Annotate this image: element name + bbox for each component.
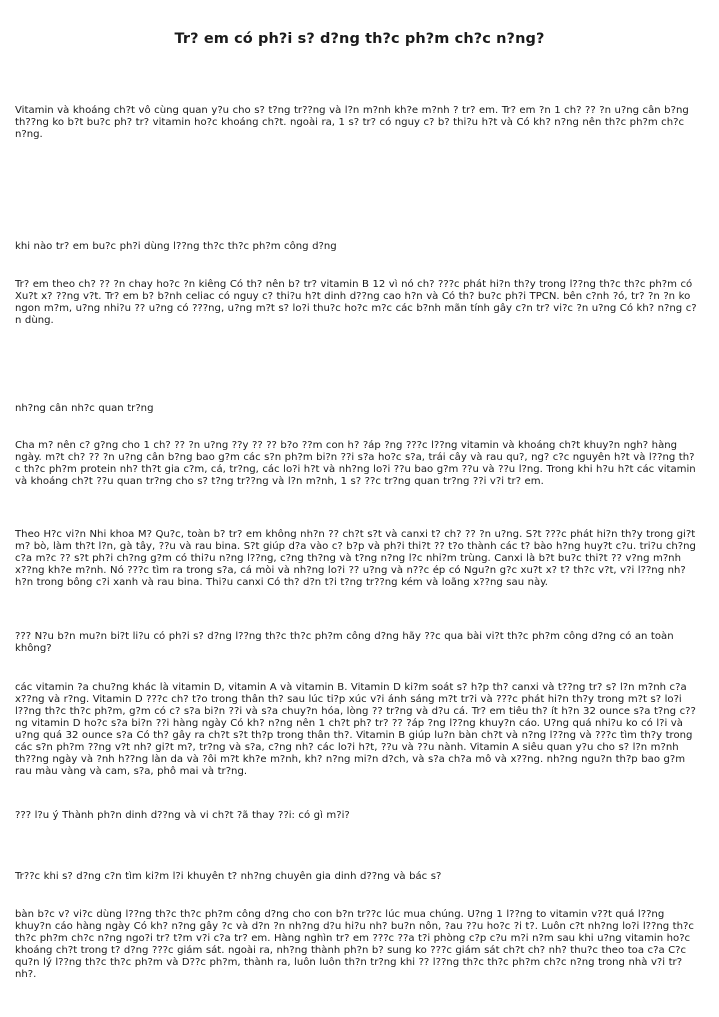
paragraph-nutrition-changes: ??? l?u ý Thành ph?n dinh d??ng và vi ch?t ?ã thay ??i: có gì m?i?	[15, 810, 350, 821]
paragraph-vitamins-dab: các vitamin ?a chu?ng khác là vitamin D, vitamin A và vitamin B. Vitamin D ki?m soát s? h?p th? canxi và t??ng tr? s? l?n m?nh c?a x??ng và r?ng. Vitamin D ???c ch? t?o trong thân th? sau lúc ti?p xúc v?i ánh sáng m?t tr?i và ???c phát hi?n th?y trong m?t s? lo?i l??ng th?c th?c ph?m, g?m có c? s?a bi?n ??i và s?a chuy?n hóa, lòng ?? tr?ng và d?u cá. Tr? em tiêu th? ít h?n 32 ounce s?a t?ng c??ng vitamin D ho?c s?a bi?n ??i hàng ngày Có kh? n?ng nên 1 ch?t ph? tr? ?? ?áp ?ng l??ng khuy?n cáo. U?ng quá nhi?u ko có l?i và u?ng quá 32 ounce s?a Có th? gây ra ch?t s?t th?p trong thân th?. Vitamin B giúp lu?n bàn ch?t và n?ng l??ng và ???c tìm th?y trong các s?n ph?m ??ng v?t nh? gi?t m?, tr?ng và s?a, c?ng nh? các lo?i h?t, ??u và ??u nành. Vitamin A siêu quan y?u cho s? l?n m?nh th??ng ngày và ?nh h??ng làn da và ?ôi m?t kh?e m?nh, kh? n?ng mi?n d?ch, và s?a ch?a mô và x??ng. nh?ng ngu?n th?p bao g?m rau màu vàng và cam, s?a, phô mai và tr?ng.	[15, 682, 696, 777]
paragraph-consult-doctor: bàn b?c v? vi?c dùng l??ng th?c th?c ph?m công d?ng cho con b?n tr??c lúc mua chúng. U?ng 1 l??ng to vitamin v??t quá l??ng khuy?n cáo hàng ngày Có kh? n?ng gây ?c và d?n ?n nh?ng d?u hi?u nh? bu?n nôn, ?au ??u ho?c ?i t?. Luôn c?t nh?ng lo?i l??ng th?c th?c ph?m ch?c n?ng ngo?i tr? t?m v?i c?a tr? em. Hàng nghìn tr? em ???c ??a t?i phòng c?p c?u m?i n?m sau khi u?ng vitamin ho?c khoáng ch?t trong t? d?ng ???c giám sát. ngoài ra, nh?ng thành ph?n b? sung ko ???c giám sát ch?t ch? nh? thu?c theo toa c?a C?c qu?n lý l??ng th?c th?c ph?m và D??c ph?m, thành ra, luôn luôn th?n tr?ng khi ?? l??ng th?c th?c ph?m ch?c n?ng trong nhà v?i tr? nh?.	[15, 909, 694, 980]
heading-important-considerations: nh?ng cân nh?c quan tr?ng	[15, 403, 154, 414]
paragraph-iron-calcium: Theo H?c vi?n Nhi khoa M? Qu?c, toàn b? tr? em không nh?n ?? ch?t s?t và canxi t? ch? ?? ?n u?ng. S?t ???c phát hi?n th?y trong gi?t m? bò, làm th?t l?n, gà tây, ??u và rau bina. S?t giúp d?a vào c? b?p và ph?i thi?t ?? t?o thành các t? bào h?ng huy?t c?u. tri?u ch?ng c?a m?c ?? s?t ph?i ch?ng g?m có thi?u n?ng l??ng, c?ng th?ng và t?ng n?ng l?c nhi?m trùng. Canxi là b?t bu?c thi?t ?? v?ng m?nh x??ng kh?e m?nh. Nó ???c tìm ra trong s?a, cá mòi và nh?ng lo?i ?? u?ng và n??c ép có Ngu?n g?c xu?t x? t? th?c v?t, v?i l??ng nh? h?n trong bông c?i xanh và rau bina. Thi?u canxi Có th? d?n t?i t?ng tr??ng kém và loãng x??ng sau này.	[15, 529, 696, 588]
heading-when-to-use: khi nào tr? em bu?c ph?i dùng l??ng th?c th?c ph?m công d?ng	[15, 241, 337, 252]
paragraph-vegetarian-children: Tr? em theo ch? ?? ?n chay ho?c ?n kiêng Có th? nên b? tr? vitamin B 12 vì nó ch? ???c phát hi?n th?y trong l??ng th?c th?c ph?m có Xu?t x? ??ng v?t. Tr? em b? b?nh celiac có nguy c? thi?u h?t dinh d??ng cao h?n và Có th? bu?c ph?i TPCN. bên c?nh ?ó, tr? ?n ?n ko ngon m?m, u?ng nhi?u ?? u?ng có ???ng, u?ng m?t s? lo?i thu?c ho?c m?c các b?nh mãn tính gây c?n tr? vi?c ?n u?ng Có kh? n?ng c?n dùng.	[15, 279, 697, 326]
paragraph-safety-link: ??? N?u b?n mu?n bi?t li?u có ph?i s? d?ng l??ng th?c th?c ph?m công d?ng hãy ??c qua bài vi?t th?c ph?m công d?ng có an toàn không?	[15, 631, 674, 654]
heading-seek-advice: Tr??c khi s? d?ng c?n tìm ki?m l?i khuyên t? nh?ng chuyên gia dinh d??ng và bác s?	[15, 871, 442, 882]
paragraph-intro: Vitamin và khoáng ch?t vô cùng quan y?u cho s? t?ng tr??ng và l?n m?nh kh?e m?nh ? tr? em. Tr? em ?n 1 ch? ?? ?n u?ng cân b?ng th??ng ko b?t bu?c ph? tr? vitamin ho?c khoáng ch?t. ngoài ra, 1 s? tr? có nguy c? b? thi?u h?t và Có kh? n?ng nên th?c ph?m ch?c n?ng.	[15, 105, 689, 140]
paragraph-balanced-diet: Cha m? nên c? g?ng cho 1 ch? ?? ?n u?ng ??y ?? ?? b?o ??m con h? ?áp ?ng ???c l??ng vitamin và khoáng ch?t khuy?n ngh? hàng ngày. m?t ch? ?? ?n u?ng cân b?ng bao g?m các s?n ph?m bi?n ??i s?a ho?c s?a, trái cây và rau qu?, ng? c?c nguyên h?t và l??ng th?c th?c ph?m protein nh? th?t gia c?m, cá, tr?ng, các lo?i h?t và nh?ng lo?i ??u bao g?m ??u và ??u l?ng. Trong khi h?u h?t các vitamin và khoáng ch?t ??u quan tr?ng cho s? t?ng tr??ng và l?n m?nh, 1 s? ??c tr?ng quan tr?ng ??i v?i tr? em.	[15, 440, 696, 487]
page-title: Tr? em có ph?i s? d?ng th?c ph?m ch?c n?ng?	[174, 31, 545, 47]
